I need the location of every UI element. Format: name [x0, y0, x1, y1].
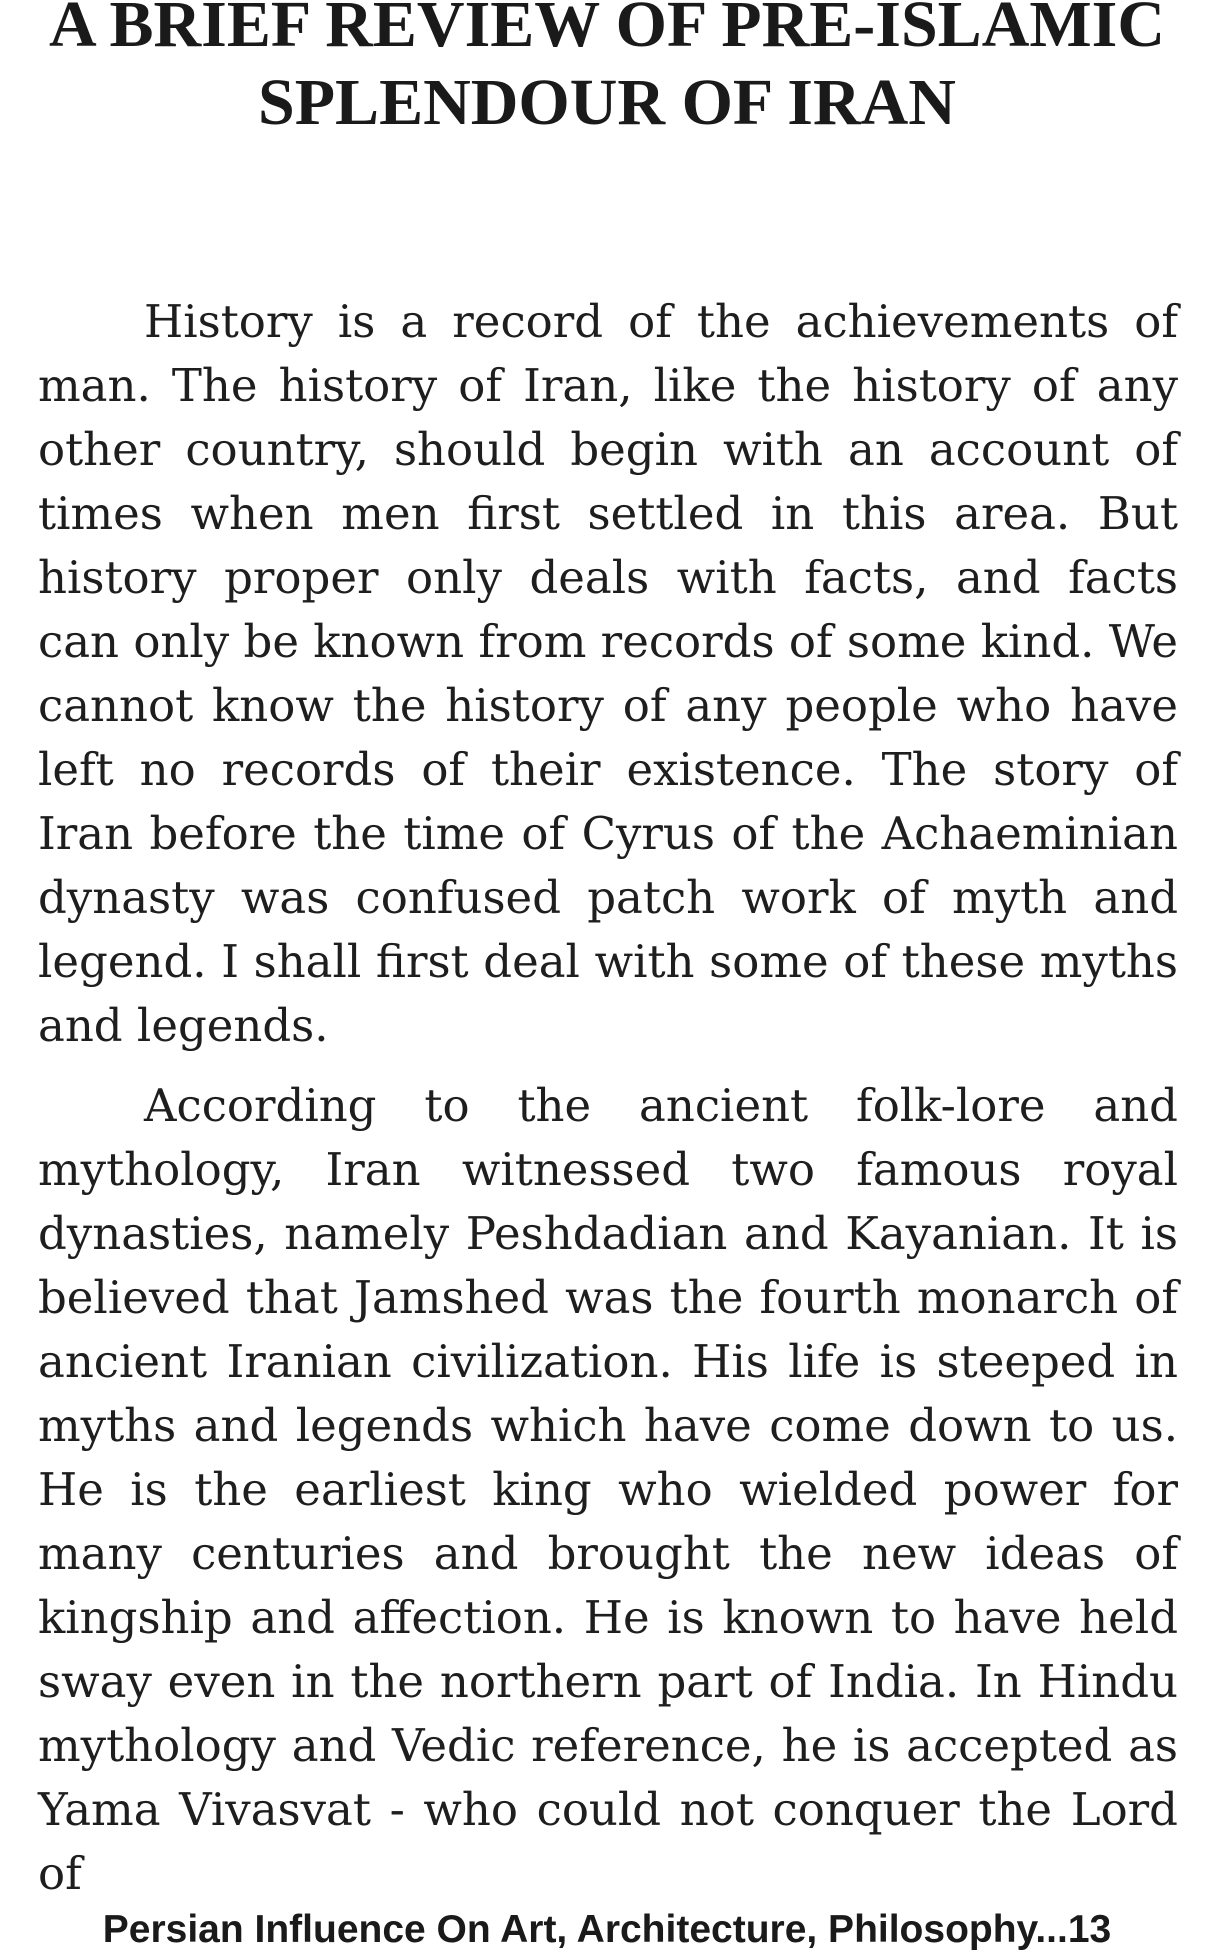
paragraph-1: History is a record of the achievements of man. The history of Iran, like the history of any other country, should begin with an account of times when men first settled in this area. But history proper only deals with facts, and facts can only be known from records of some kind. We cannot know the history of any people who have left no records of their existence. The story of Iran before the time of Cyrus of the Achaeminian dynasty was confused patch work of myth and legend. I shall first deal with some of these myths and legends.	[38, 295, 1178, 1052]
paragraph-2: According to the ancient folk-lore and mythology, Iran witnessed two famous royal dynasties, namely Peshdadian and Kayanian. It is believed that Jamshed was the fourth monarch of ancient Iranian civilization. His life is steeped in myths and legends which have come down to us. He is the earliest king who wielded power for many centuries and brought the new ideas of kingship and affection. He is known to have held sway even in the northern part of India. In Hindu mythology and Vedic reference, he is accepted as Yama Vivasvat - who could not conquer the Lord of	[38, 1079, 1178, 1900]
chapter-title-line-2: SPLENDOUR OF IRAN	[258, 66, 956, 139]
chapter-title	[0, 0, 1214, 142]
chapter-body	[38, 290, 1178, 1906]
page-footer: Persian Influence On Art, Architecture, Philosophy...13	[102, 1908, 1112, 1951]
chapter-title-line-1: A BRIEF REVIEW OF PRE-ISLAMIC	[48, 0, 1166, 61]
